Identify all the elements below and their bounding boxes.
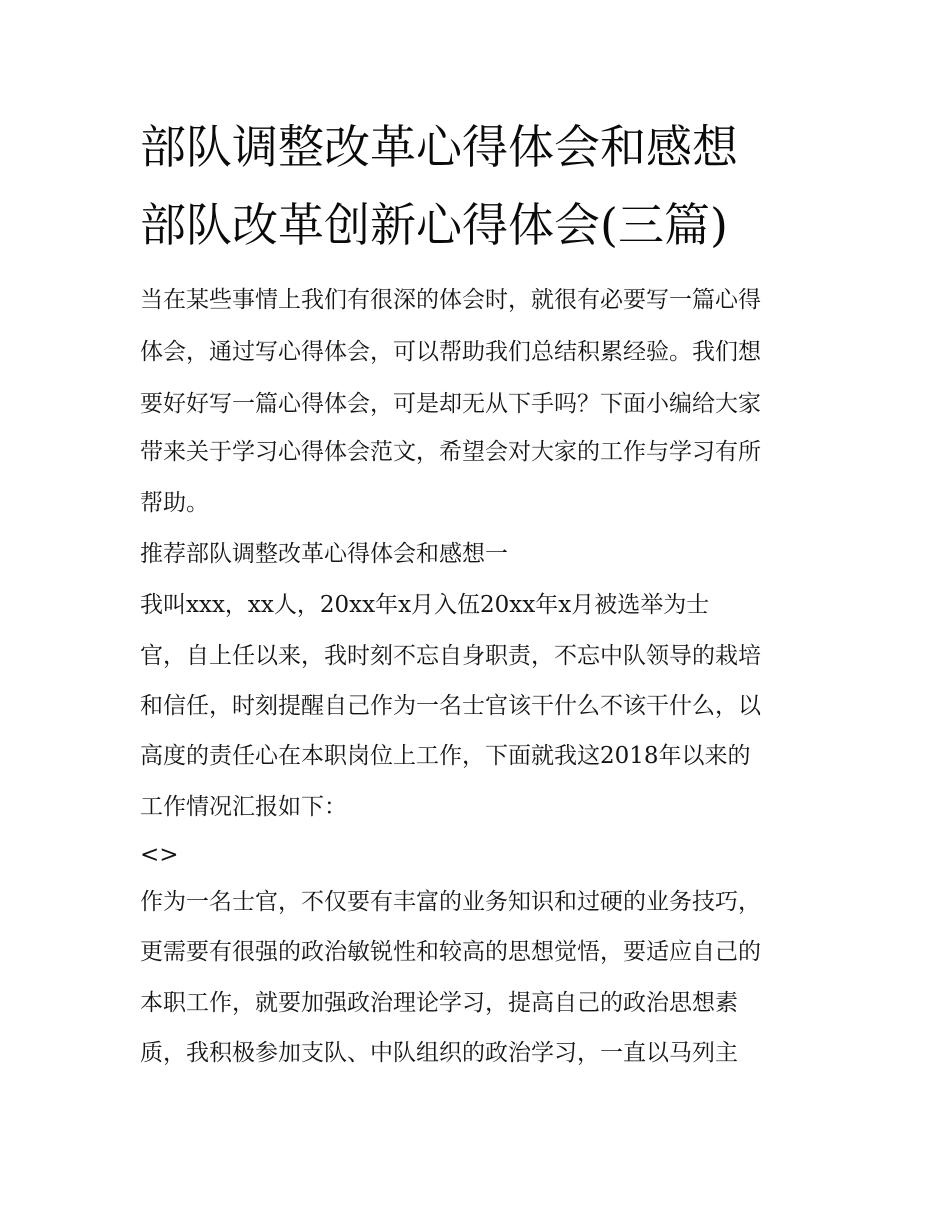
- paragraph-line: 帮助。: [140, 490, 209, 516]
- paragraph-line: 当在某些事情上我们有很深的体会时，就很有必要写一篇心得: [140, 287, 761, 313]
- document-title-line-1: 部队调整改革心得体会和感想: [140, 120, 738, 174]
- placeholder-marker: <>: [140, 842, 179, 868]
- paragraph-line: 带来关于学习心得体会范文，希望会对大家的工作与学习有所: [140, 439, 761, 465]
- paragraph-line: 本职工作，就要加强政治理论学习，提高自己的政治思想素: [140, 990, 738, 1016]
- paragraph-line: 高度的责任心在本职岗位上工作，下面就我这2018年以来的: [140, 743, 751, 769]
- paragraph-line: 作为一名士官，不仅要有丰富的业务知识和过硬的业务技巧，: [140, 889, 761, 915]
- document-title-line-2: 部队改革创新心得体会(三篇): [140, 198, 728, 252]
- paragraph-line: 更需要有很强的政治敏锐性和较高的思想觉悟，要适应自己的: [140, 939, 761, 965]
- paragraph-line: 我叫xxx，xx人，20xx年x月入伍20xx年x月被选举为士: [140, 592, 710, 618]
- paragraph-line: 质，我积极参加支队、中队组织的政治学习，一直以马列主: [140, 1040, 738, 1066]
- paragraph-line: 和信任，时刻提醒自己作为一名士官该干什么不该干什么，以: [140, 693, 761, 719]
- paragraph-line: 体会，通过写心得体会，可以帮助我们总结积累经验。我们想: [140, 339, 761, 365]
- paragraph-line: 要好好写一篇心得体会，可是却无从下手吗？下面小编给大家: [140, 391, 761, 417]
- section-heading: 推荐部队调整改革心得体会和感想一: [140, 541, 508, 567]
- paragraph-line: 官，自上任以来，我时刻不忘自身职责，不忘中队领导的栽培: [140, 643, 761, 669]
- paragraph-line: 工作情况汇报如下：: [140, 794, 347, 820]
